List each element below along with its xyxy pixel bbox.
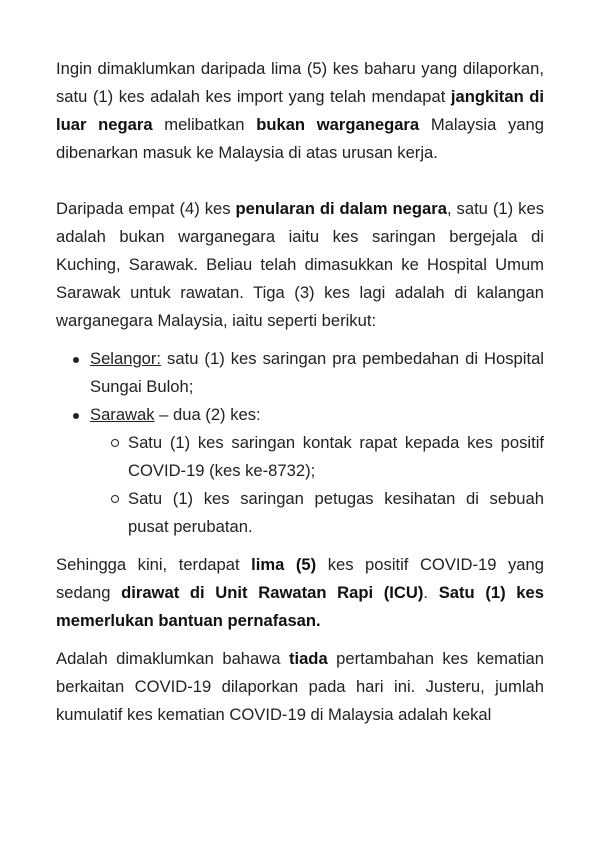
sub-list bbox=[90, 429, 544, 541]
list-item-selangor bbox=[56, 345, 544, 401]
sub-list-item bbox=[90, 429, 544, 485]
list-item-sarawak bbox=[56, 401, 544, 541]
bold-text: jangkitan di luar negara bbox=[56, 87, 544, 134]
circle-bullet-icon bbox=[111, 439, 119, 447]
paragraph-deaths bbox=[56, 645, 544, 729]
circle-bullet-icon bbox=[111, 495, 119, 503]
state-label: Sarawak bbox=[90, 405, 155, 424]
bullet-icon bbox=[73, 357, 79, 363]
bold-text: Satu (1) kes memerlukan bantuan pernafasan. bbox=[56, 583, 544, 630]
text: Sehingga kini, terdapat bbox=[56, 555, 252, 574]
bold-text: dirawat di Unit Rawatan Rapi (ICU) bbox=[121, 583, 424, 602]
sub-list-item-text: Satu (1) kes saringan kontak rapat kepada kes positif COVID-19 (kes ke-8732); bbox=[128, 433, 544, 480]
text: melibatkan bbox=[152, 115, 257, 134]
bold-text: tiada bbox=[288, 649, 328, 668]
list-item-text: – dua (2) kes: bbox=[154, 405, 261, 424]
text: Adalah dimaklumkan bahawa bbox=[56, 649, 289, 668]
list-item-text: satu (1) kes saringan pra pembedahan di Hospital Sungai Buloh; bbox=[90, 349, 544, 396]
case-list bbox=[56, 345, 544, 541]
paragraph-local-transmission bbox=[56, 195, 544, 335]
text: kes positif COVID-19 yang sedang bbox=[56, 555, 544, 602]
bullet-icon bbox=[73, 413, 79, 419]
paragraph-imported-cases bbox=[56, 55, 544, 167]
text: pertambahan kes kematian berkaitan COVID-19 dilaporkan pada hari ini. Justeru, jumlah kumulatif kes kematian COVID-19 di Malaysia adalah kekal bbox=[56, 649, 544, 724]
text: Malaysia yang dibenarkan masuk ke Malaysia di atas urusan kerja. bbox=[56, 115, 544, 162]
document-page bbox=[56, 55, 544, 739]
state-label: Selangor: bbox=[90, 349, 162, 368]
text: Ingin dimaklumkan daripada lima (5) kes baharu yang dilaporkan, satu (1) kes adalah kes import yang telah mendapat bbox=[56, 59, 544, 106]
bold-text: penularan di dalam negara bbox=[235, 199, 447, 218]
bold-text: bukan warganegara bbox=[256, 115, 420, 134]
sub-list-item-text: Satu (1) kes saringan petugas kesihatan di sebuah pusat perubatan. bbox=[128, 489, 544, 536]
text: , satu (1) kes adalah bukan warganegara iaitu kes saringan bergejala di Kuching, Sarawak. Beliau telah dimasukkan ke Hospital Umum Sarawak untuk rawatan. Tiga (3) kes lagi adalah di kalangan warganegara Malaysia, iaitu seperti berikut: bbox=[56, 199, 544, 330]
text: Daripada empat (4) kes bbox=[56, 199, 236, 218]
bold-text: lima (5) bbox=[251, 555, 317, 574]
sub-list-item bbox=[90, 485, 544, 541]
text: . bbox=[423, 583, 439, 602]
paragraph-icu-cases bbox=[56, 551, 544, 635]
